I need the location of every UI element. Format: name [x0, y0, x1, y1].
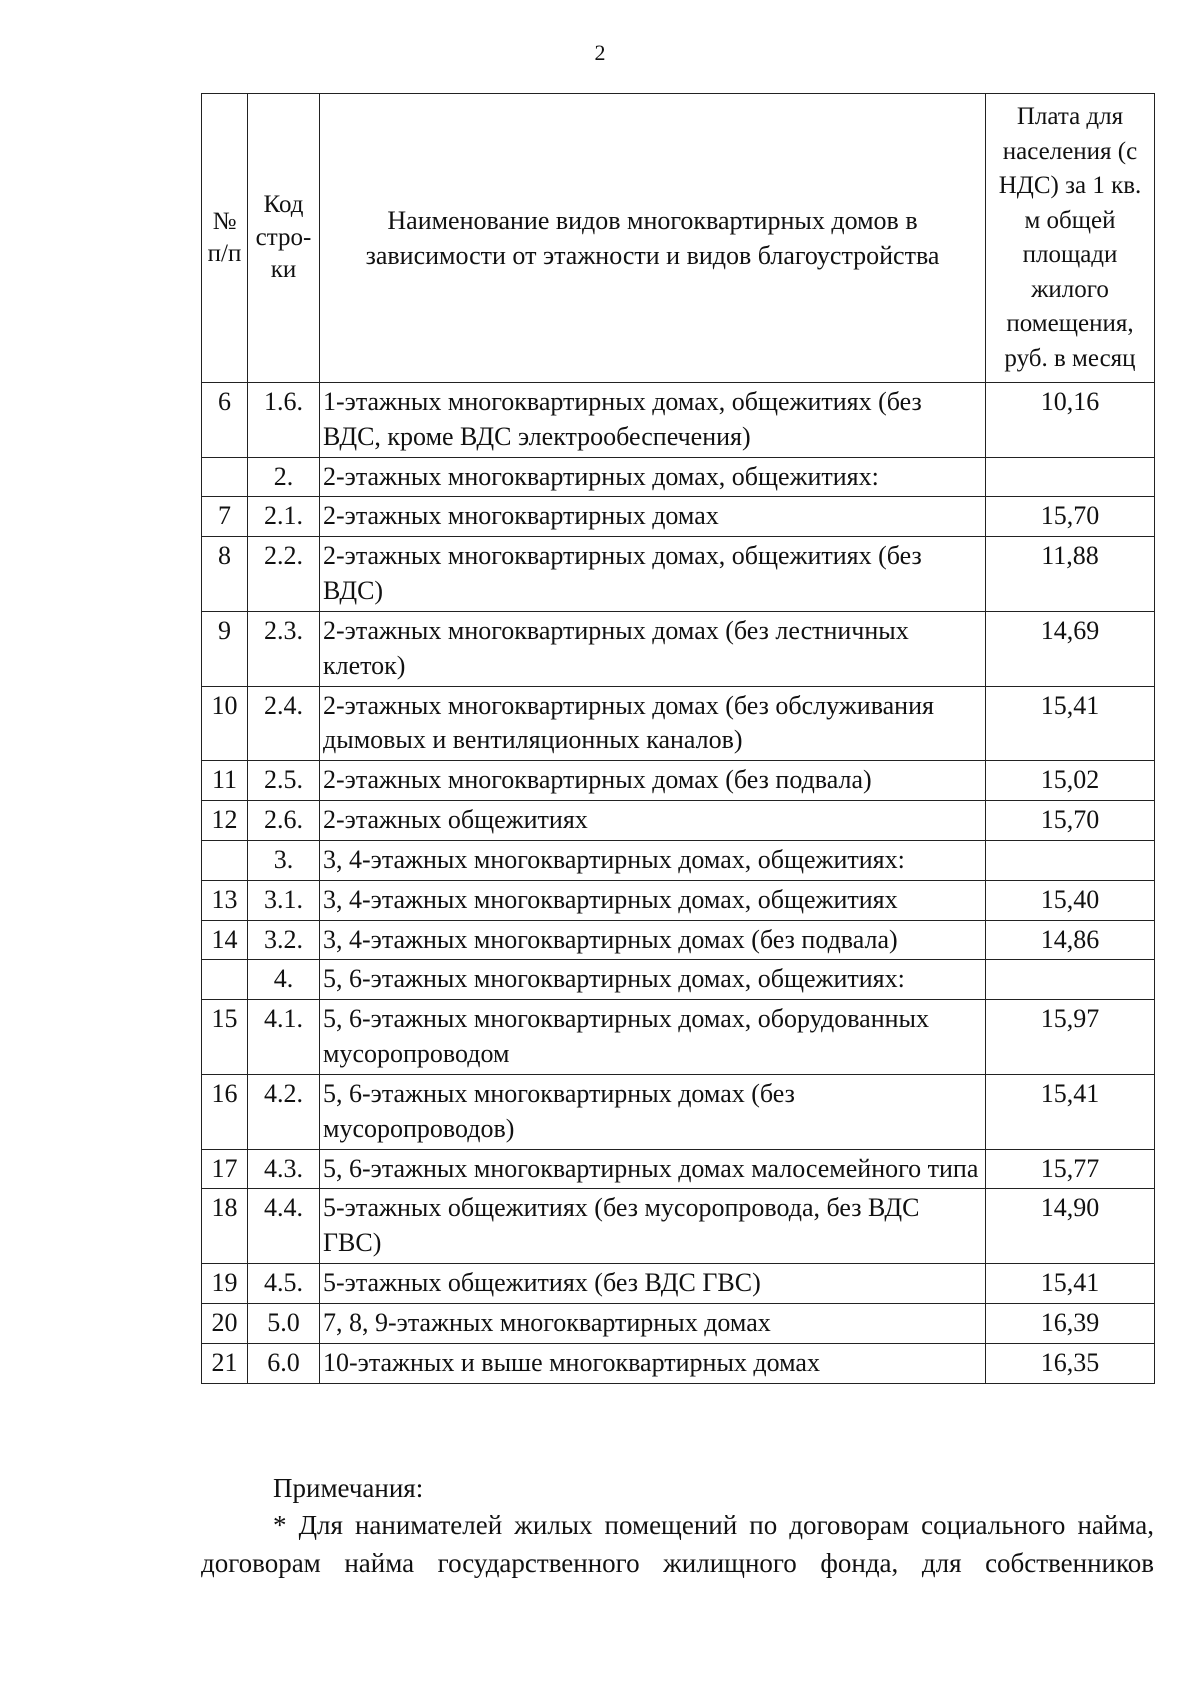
table-row [202, 1189, 1155, 1264]
row-price: 14,69 [986, 611, 1155, 686]
row-code: 2. [248, 457, 320, 497]
table-row [202, 537, 1155, 612]
table-row [202, 686, 1155, 761]
table-row [202, 761, 1155, 801]
row-name: 2-этажных многоквартирных домах, общежитиях: [320, 457, 986, 497]
row-code: 4. [248, 960, 320, 1000]
row-price: 16,39 [986, 1303, 1155, 1343]
row-number: 16 [202, 1074, 248, 1149]
notes-text: * Для нанимателей жилых помещений по договорам социального найма, договорам найма государственного жилищного фонда, для собственников [201, 1510, 1154, 1578]
row-number [202, 960, 248, 1000]
row-code: 5.0 [248, 1303, 320, 1343]
row-price: 14,90 [986, 1189, 1155, 1264]
row-name: 2-этажных общежитиях [320, 801, 986, 841]
notes-section [201, 1470, 1154, 1582]
table-row [202, 1264, 1155, 1304]
row-price: 15,02 [986, 761, 1155, 801]
table-row [202, 960, 1155, 1000]
row-code: 2.6. [248, 801, 320, 841]
row-price [986, 840, 1155, 880]
row-price [986, 960, 1155, 1000]
table-row [202, 920, 1155, 960]
row-price: 15,70 [986, 497, 1155, 537]
row-number: 12 [202, 801, 248, 841]
row-name: 2-этажных многоквартирных домах (без обслуживания дымовых и вентиляционных каналов) [320, 686, 986, 761]
notes-title: Примечания: [273, 1473, 424, 1503]
row-code: 6.0 [248, 1343, 320, 1383]
header-name: Наименование видов многоквартирных домов в зависимости от этажности и видов благоустройства [320, 94, 986, 383]
row-code: 4.5. [248, 1264, 320, 1304]
row-price: 15,70 [986, 801, 1155, 841]
row-code: 4.3. [248, 1149, 320, 1189]
row-code: 4.1. [248, 1000, 320, 1075]
row-name: 5, 6-этажных многоквартирных домах, оборудованных мусоропроводом [320, 1000, 986, 1075]
header-code: Код стро-ки [248, 94, 320, 383]
row-name: 3, 4-этажных многоквартирных домах, общежитиях: [320, 840, 986, 880]
row-number: 20 [202, 1303, 248, 1343]
row-number: 13 [202, 880, 248, 920]
row-code: 2.3. [248, 611, 320, 686]
row-price: 14,86 [986, 920, 1155, 960]
row-price: 15,41 [986, 1264, 1155, 1304]
row-code: 3.1. [248, 880, 320, 920]
row-code: 2.2. [248, 537, 320, 612]
row-name: 5, 6-этажных многоквартирных домах малосемейного типа [320, 1149, 986, 1189]
table-body [202, 383, 1155, 1384]
row-number [202, 840, 248, 880]
row-code: 4.4. [248, 1189, 320, 1264]
row-code: 3.2. [248, 920, 320, 960]
table-row [202, 880, 1155, 920]
row-name: 2-этажных многоквартирных домах (без лестничных клеток) [320, 611, 986, 686]
table-row [202, 1303, 1155, 1343]
table-header-row [202, 94, 1155, 383]
row-price: 16,35 [986, 1343, 1155, 1383]
row-price: 15,41 [986, 1074, 1155, 1149]
row-number: 11 [202, 761, 248, 801]
row-name: 2-этажных многоквартирных домах [320, 497, 986, 537]
row-number: 19 [202, 1264, 248, 1304]
row-name: 5-этажных общежитиях (без мусоропровода, без ВДС ГВС) [320, 1189, 986, 1264]
row-name: 1-этажных многоквартирных домах, общежитиях (без ВДС, кроме ВДС электрообеспечения) [320, 383, 986, 458]
row-name: 5, 6-этажных многоквартирных домах (без мусоропроводов) [320, 1074, 986, 1149]
row-name: 5, 6-этажных многоквартирных домах, общежитиях: [320, 960, 986, 1000]
row-price: 15,97 [986, 1000, 1155, 1075]
row-price: 15,40 [986, 880, 1155, 920]
row-code: 2.1. [248, 497, 320, 537]
table-row [202, 383, 1155, 458]
row-name: 2-этажных многоквартирных домах (без подвала) [320, 761, 986, 801]
row-name: 10-этажных и выше многоквартирных домах [320, 1343, 986, 1383]
row-code: 4.2. [248, 1074, 320, 1149]
row-code: 2.5. [248, 761, 320, 801]
page-number: 2 [594, 40, 606, 65]
row-code: 2.4. [248, 686, 320, 761]
row-name: 3, 4-этажных многоквартирных домах, общежитиях [320, 880, 986, 920]
table-row [202, 1149, 1155, 1189]
row-number: 18 [202, 1189, 248, 1264]
row-number: 17 [202, 1149, 248, 1189]
row-price: 15,77 [986, 1149, 1155, 1189]
tariff-table [201, 93, 1155, 1384]
row-number [202, 457, 248, 497]
row-name: 7, 8, 9-этажных многоквартирных домах [320, 1303, 986, 1343]
row-number: 6 [202, 383, 248, 458]
row-price [986, 457, 1155, 497]
row-code: 3. [248, 840, 320, 880]
row-number: 15 [202, 1000, 248, 1075]
row-code: 1.6. [248, 383, 320, 458]
header-number: № п/п [202, 94, 248, 383]
row-name: 3, 4-этажных многоквартирных домах (без подвала) [320, 920, 986, 960]
row-price: 15,41 [986, 686, 1155, 761]
row-number: 8 [202, 537, 248, 612]
row-number: 10 [202, 686, 248, 761]
row-number: 14 [202, 920, 248, 960]
table-row [202, 801, 1155, 841]
table-row [202, 840, 1155, 880]
row-price: 11,88 [986, 537, 1155, 612]
row-name: 5-этажных общежитиях (без ВДС ГВС) [320, 1264, 986, 1304]
table-row [202, 1074, 1155, 1149]
table-row [202, 497, 1155, 537]
row-number: 21 [202, 1343, 248, 1383]
header-price: Плата для населения (с НДС) за 1 кв. м общей площади жилого помещения, руб. в месяц [986, 94, 1155, 383]
table-row [202, 457, 1155, 497]
table-row [202, 1000, 1155, 1075]
row-name: 2-этажных многоквартирных домах, общежитиях (без ВДС) [320, 537, 986, 612]
table-row [202, 611, 1155, 686]
table-row [202, 1343, 1155, 1383]
row-number: 7 [202, 497, 248, 537]
row-price: 10,16 [986, 383, 1155, 458]
row-number: 9 [202, 611, 248, 686]
